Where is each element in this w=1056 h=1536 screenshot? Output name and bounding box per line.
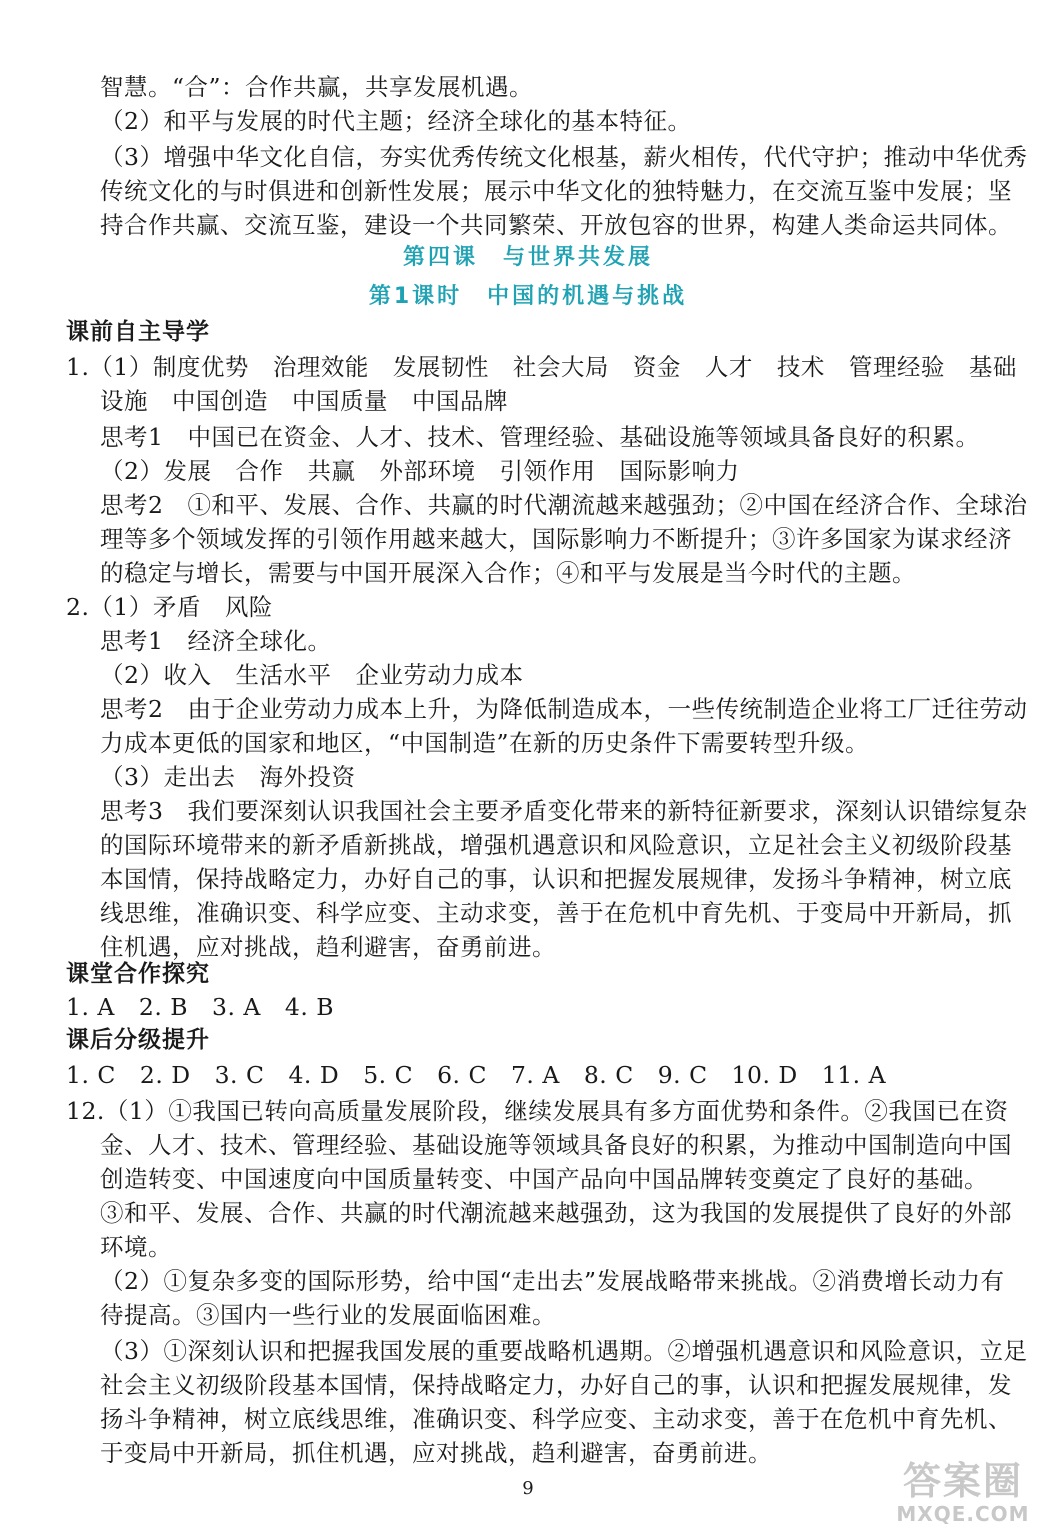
- section-heading-preview: 课前自主导学: [66, 319, 210, 345]
- answer-line: 1. C 2. D 3. C 4. D 5. C 6. C 7. A 8. C 9. C 10. D 11. A: [66, 1061, 887, 1089]
- text-line: 思考3 我们要深刻认识我国社会主要矛盾变化带来的新特征新要求，深刻认识错综复杂: [100, 797, 1028, 825]
- watermark-url: MXQE.COM: [896, 1502, 1030, 1526]
- answer-line: 1. A 2. B 3. A 4. B: [66, 993, 335, 1021]
- section-heading-classroom: 课堂合作探究: [66, 961, 210, 987]
- text-line: 扬斗争精神，树立底线思维，准确识变、科学应变、主动求变，善于在危机中育先机、: [100, 1405, 1012, 1433]
- text-line: 理等多个领域发挥的引领作用越来越大，国际影响力不断提升；③许多国家为谋求经济: [100, 525, 1012, 553]
- text-line: （2）①复杂多变的国际形势，给中国“走出去”发展战略带来挑战。②消费增长动力有: [100, 1267, 1005, 1295]
- text-line: （2）和平与发展的时代主题；经济全球化的基本特征。: [100, 107, 692, 135]
- text-line: 1.（1）制度优势 治理效能 发展韧性 社会大局 资金 人才 技术 管理经验 基础: [66, 353, 1017, 381]
- page-number: 9: [522, 1478, 534, 1499]
- text-line: （2）收入 生活水平 企业劳动力成本: [100, 661, 524, 689]
- text-line: 持合作共赢、交流互鉴，建设一个共同繁荣、开放包容的世界，构建人类命运共同体。: [100, 211, 1012, 239]
- text-line: 思考1 经济全球化。: [100, 627, 332, 655]
- text-line: ③和平、发展、合作、共赢的时代潮流越来越强劲，这为我国的发展提供了良好的外部: [100, 1199, 1012, 1227]
- watermark-logo: [878, 1460, 1048, 1530]
- text-line: 于变局中开新局，抓住机遇，应对挑战，趋利避害，奋勇前进。: [100, 1439, 772, 1467]
- period-title: 第1课时 中国的机遇与挑战: [368, 284, 688, 309]
- text-line: 本国情，保持战略定力，办好自己的事，认识和把握发展规律，发扬斗争精神，树立底: [100, 865, 1012, 893]
- text-line: 环境。: [100, 1233, 172, 1261]
- text-line: （3）增强中华文化自信，夯实优秀传统文化根基，薪火相传，代代守护；推动中华优秀: [100, 143, 1028, 171]
- text-line: 智慧。“合”：合作共赢，共享发展机遇。: [100, 73, 534, 101]
- lesson-title: 第四课 与世界共发展: [402, 245, 653, 270]
- text-line: 思考1 中国已在资金、人才、技术、管理经验、基础设施等领域具备良好的积累。: [100, 423, 980, 451]
- text-line: 思考2 ①和平、发展、合作、共赢的时代潮流越来越强劲；②中国在经济合作、全球治: [100, 491, 1028, 519]
- text-line: 传统文化的与时俱进和创新性发展；展示中华文化的独特魅力，在交流互鉴中发展；坚: [100, 177, 1012, 205]
- text-line: 金、人才、技术、管理经验、基础设施等领域具备良好的积累，为推动中国制造向中国: [100, 1131, 1012, 1159]
- text-line: 的稳定与增长，需要与中国开展深入合作；④和平与发展是当今时代的主题。: [100, 559, 916, 587]
- text-line: 12.（1）①我国已转向高质量发展阶段，继续发展具有多方面优势和条件。②我国已在资: [66, 1097, 1009, 1125]
- text-line: （3）①深刻认识和把握我国发展的重要战略机遇期。②增强机遇意识和风险意识，立足: [100, 1337, 1028, 1365]
- section-heading-after-class: 课后分级提升: [66, 1027, 210, 1053]
- text-line: 待提高。③国内一些行业的发展面临困难。: [100, 1301, 556, 1329]
- text-line: 线思维，准确识变、科学应变、主动求变，善于在危机中育先机、于变局中开新局，抓: [100, 899, 1012, 927]
- text-line: 设施 中国创造 中国质量 中国品牌: [100, 387, 508, 415]
- text-line: 住机遇，应对挑战，趋利避害，奋勇前进。: [100, 933, 556, 961]
- text-line: 创造转变、中国速度向中国质量转变、中国产品向中国品牌转变奠定了良好的基础。: [100, 1165, 988, 1193]
- text-line: 的国际环境带来的新矛盾新挑战，增强机遇意识和风险意识，立足社会主义初级阶段基: [100, 831, 1012, 859]
- text-line: 社会主义初级阶段基本国情，保持战略定力，办好自己的事，认识和把握发展规律，发: [100, 1371, 1012, 1399]
- text-line: （2）发展 合作 共赢 外部环境 引领作用 国际影响力: [100, 457, 740, 485]
- text-line: （3）走出去 海外投资: [100, 763, 356, 791]
- text-line: 2.（1）矛盾 风险: [66, 593, 273, 621]
- watermark-text: 答案圈: [902, 1459, 1023, 1503]
- text-line: 思考2 由于企业劳动力成本上升，为降低制造成本，一些传统制造企业将工厂迁往劳动: [100, 695, 1028, 723]
- text-line: 力成本更低的国家和地区，“中国制造”在新的历史条件下需要转型升级。: [100, 729, 870, 757]
